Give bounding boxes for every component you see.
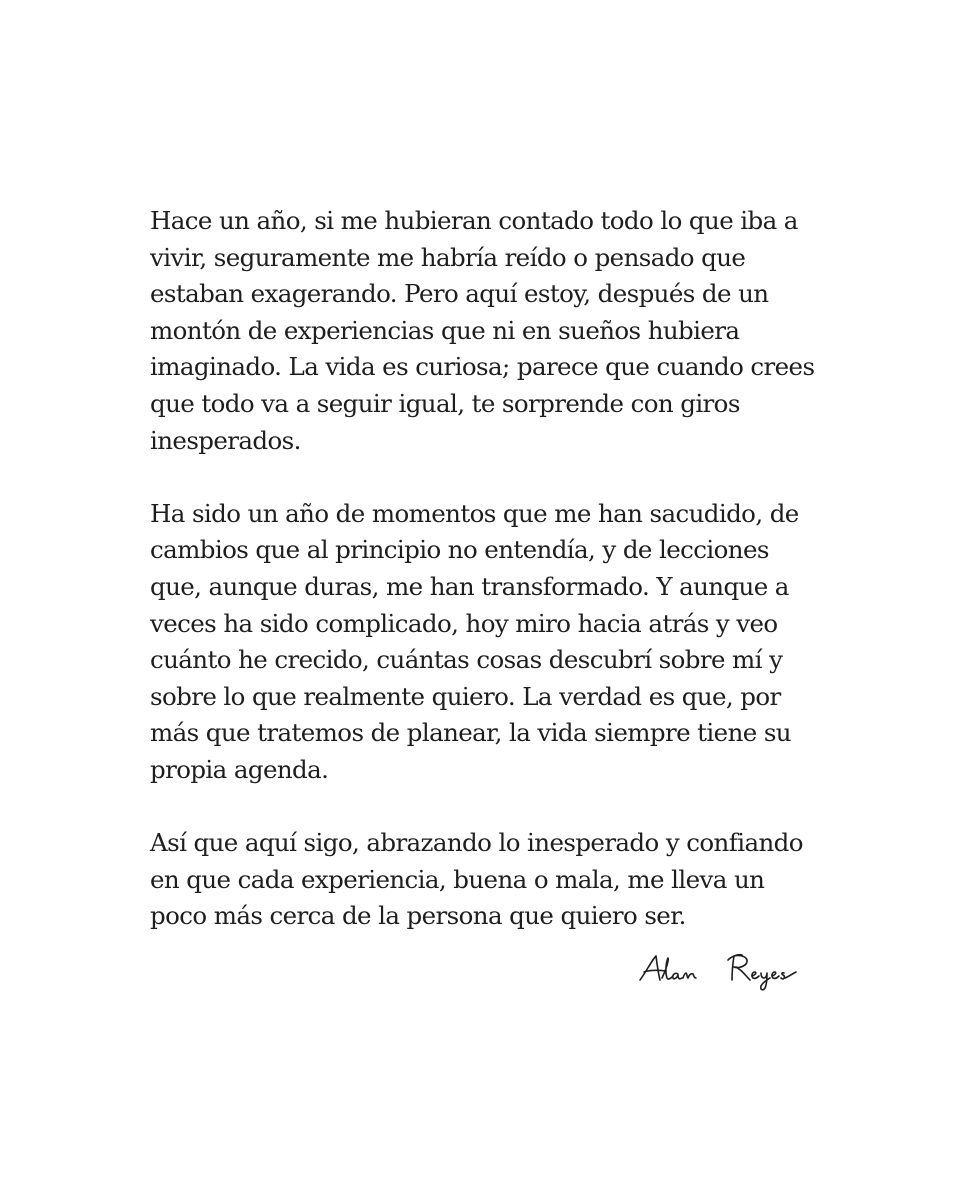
text-line: propia agenda. — [150, 754, 329, 784]
text-line: más que tratemos de planear, la vida siempre tiene su — [150, 718, 791, 748]
text-line: Así que aquí sigo, abrazando lo inesperado y confiando — [150, 828, 803, 858]
paragraph-3 — [150, 825, 822, 935]
signature — [636, 950, 812, 994]
paragraph-2 — [150, 496, 822, 789]
text-block — [150, 203, 822, 935]
text-line: cuánto he crecido, cuántas cosas descubrí sobre mí y — [150, 645, 783, 675]
text-line: vivir, seguramente me habría reído o pensado que — [150, 242, 746, 272]
signature-icon — [636, 950, 812, 994]
text-line: imaginado. La vida es curiosa; parece que cuando crees — [150, 352, 815, 382]
text-line: cambios que al principio no entendía, y de lecciones — [150, 535, 769, 565]
text-line: Ha sido un año de momentos que me han sacudido, de — [150, 498, 799, 528]
text-line: que todo va a seguir igual, te sorprende con giros — [150, 388, 740, 418]
text-line: poco más cerca de la persona que quiero ser. — [150, 901, 686, 931]
text-line: veces ha sido complicado, hoy miro hacia atrás y veo — [150, 608, 778, 638]
text-line: inesperados. — [150, 425, 301, 455]
text-line: Hace un año, si me hubieran contado todo lo que iba a — [150, 206, 798, 235]
text-line: en que cada experiencia, buena o mala, me lleva un — [150, 864, 765, 894]
paragraph-1 — [150, 203, 822, 459]
text-line: sobre lo que realmente quiero. La verdad es que, por — [150, 681, 781, 711]
text-line: estaban exagerando. Pero aquí estoy, después de un — [150, 279, 769, 309]
text-line: que, aunque duras, me han transformado. Y aunque a — [150, 571, 789, 601]
text-line: montón de experiencias que ni en sueños hubiera — [150, 315, 740, 345]
